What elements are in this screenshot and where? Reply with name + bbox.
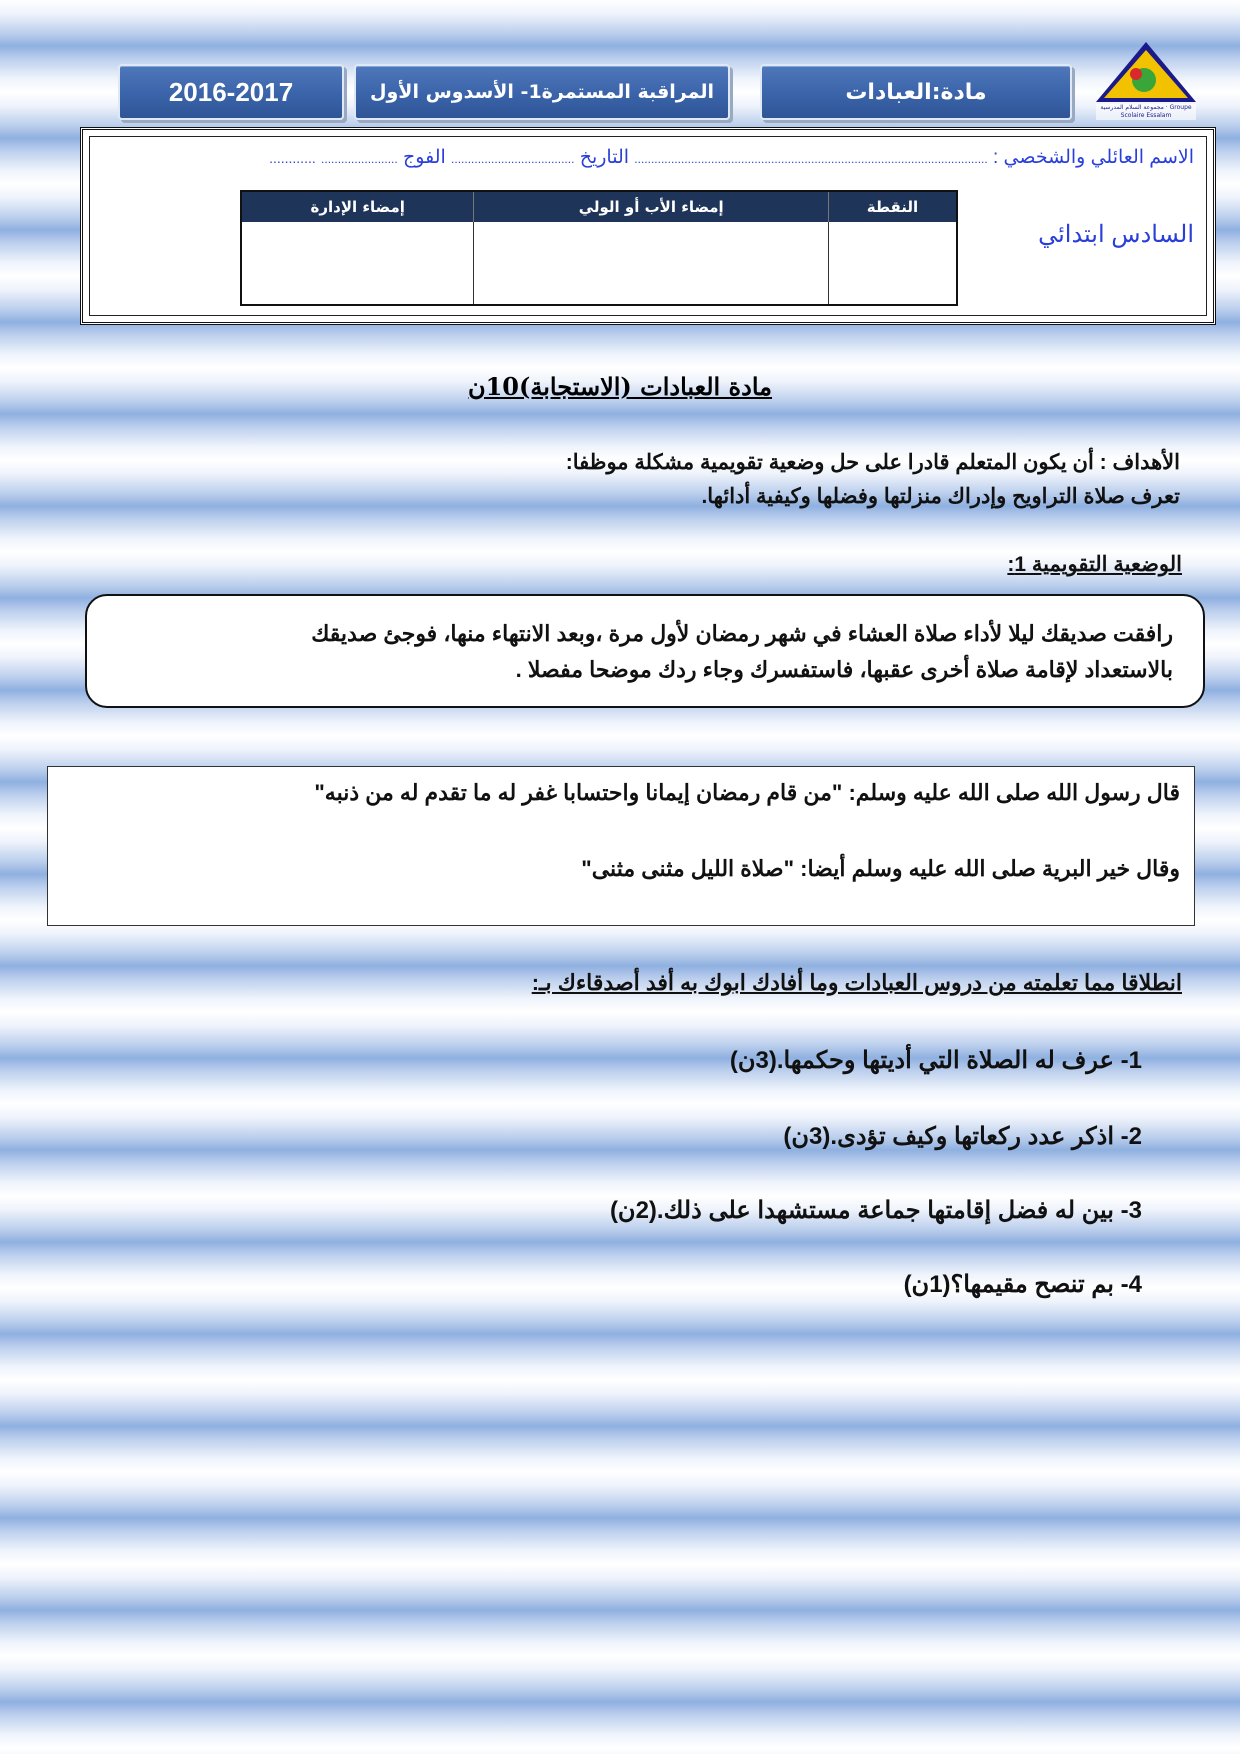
exam-label: المراقبة المستمرة1- الأسدوس الأول — [370, 81, 714, 103]
group-field[interactable]: ....................... — [321, 152, 398, 166]
name-label: الاسم العائلي والشخصي : — [992, 147, 1194, 168]
situation-heading: الوضعية التقويمية 1: — [1007, 553, 1182, 576]
date-field[interactable]: ..................................... — [451, 152, 575, 166]
header-admin-signature: إمضاء الإدارة — [241, 191, 474, 222]
date-label: التاريخ — [579, 147, 630, 168]
signature-table — [240, 190, 958, 306]
situation-line-2: بالاستعداد لإقامة صلاة أخرى عقبها، فاستفسرك وجاء ردك موضحا مفصلا . — [515, 657, 1173, 682]
page-title-text: مادة العبادات (الاستجابة)10ن — [467, 372, 772, 401]
hadith-box — [47, 766, 1195, 926]
page-title — [0, 372, 1240, 401]
objectives-line-1: الأهداف : أن يكون المتعلم قادرا على حل وضعية تقويمية مشكلة موظفا: — [565, 451, 1180, 474]
question-1: 1- عرف له الصلاة التي أديتها وحكمها.(3ن) — [729, 1047, 1142, 1074]
question-2: 2- اذكر عدد ركعاتها وكيف تؤدى.(3ن) — [783, 1123, 1142, 1150]
grade-level: السادس ابتدائي — [1038, 221, 1194, 248]
exam-tab — [354, 64, 730, 120]
hadith-line-1: قال رسول الله صلى الله عليه وسلم: "من قام رمضان إيمانا واحتسابا غفر له ما تقدم له من ذنبه" — [314, 780, 1180, 805]
logo-caption: مجموعة السلام المدرسية · Groupe Scolaire Essalam — [1100, 104, 1192, 119]
questions-list — [0, 1040, 1142, 1340]
situation-box — [85, 594, 1205, 708]
header-parent-signature: إمضاء الأب أو الولي — [474, 191, 829, 222]
grade-cell[interactable] — [829, 222, 957, 305]
subject-tab — [760, 64, 1072, 120]
group-label: الفوج — [403, 147, 446, 168]
instruction: انطلاقا مما تعلمته من دروس العبادات وما أفادك ابوك به أفد أصدقاءك بـ: — [531, 970, 1182, 995]
situation-line-1: رافقت صديقك ليلا لأداء صلاة العشاء في شهر رمضان لأول مرة ،وبعد الانتهاء منها، فوجئ صديقك — [311, 621, 1173, 646]
header-grade: النقطة — [829, 191, 957, 222]
year-tab — [118, 64, 344, 120]
student-info-line — [134, 146, 1194, 169]
hadith-line-2: وقال خير البرية صلى الله عليه وسلم أيضا: "صلاة الليل مثنى مثنى" — [581, 856, 1180, 881]
subject-label: مادة:العبادات — [845, 79, 987, 105]
parent-signature-cell[interactable] — [474, 222, 829, 305]
question-4: 4- بم تنصح مقيمها؟(1ن) — [903, 1271, 1142, 1298]
year-label: 2016-2017 — [168, 76, 294, 107]
name-field[interactable]: .......................................................................................................... — [634, 152, 988, 166]
objectives-line-2: تعرف صلاة التراويح وإدراك منزلتها وفضلها وكيفية أدائها. — [701, 485, 1180, 508]
group-field-tail[interactable]: ............ — [269, 150, 316, 166]
admin-signature-cell[interactable] — [241, 222, 474, 305]
school-logo — [1092, 40, 1200, 122]
question-3: 3- بين له فضل إقامتها جماعة مستشهدا على ذلك.(2ن) — [609, 1197, 1142, 1224]
